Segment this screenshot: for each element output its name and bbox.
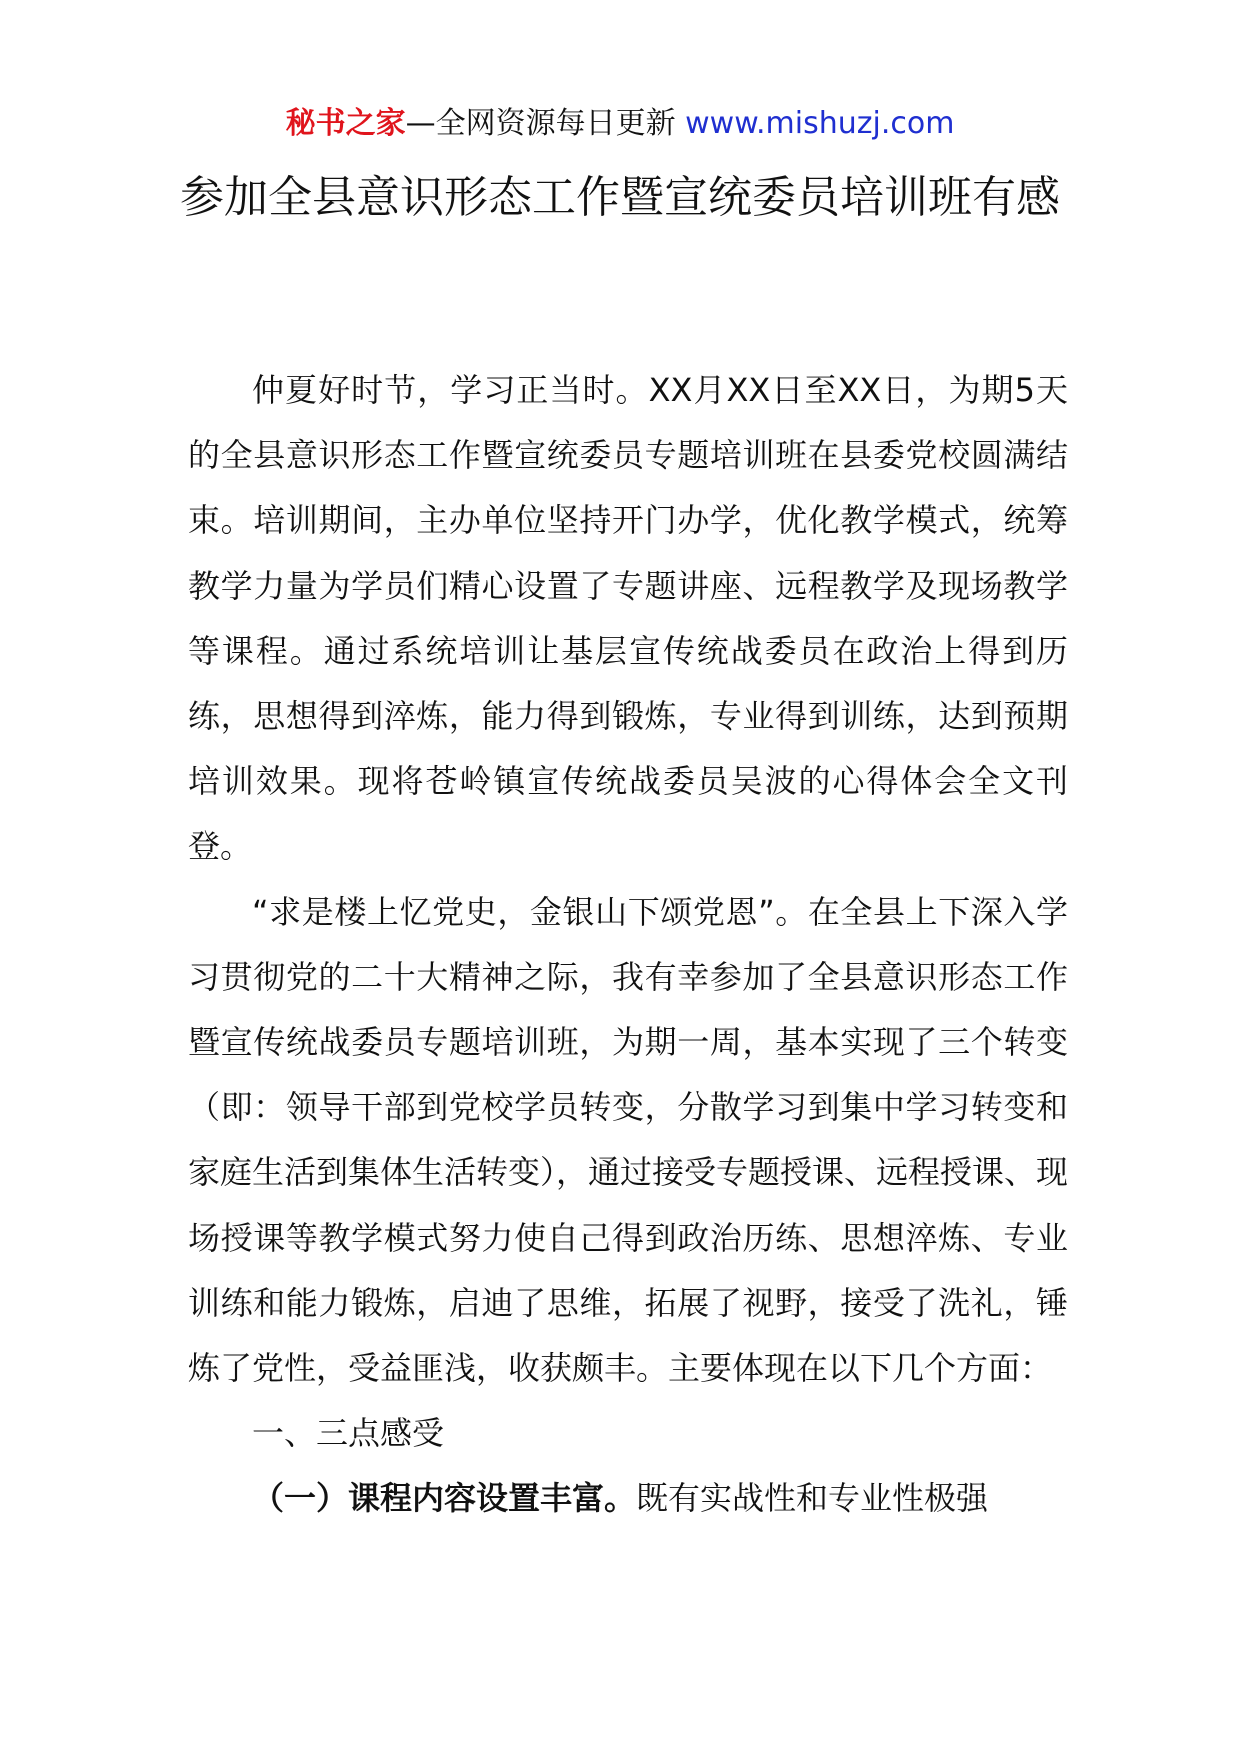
document-body <box>188 358 1068 1532</box>
watermark-tagline: —全网资源每日更新 <box>405 106 686 141</box>
paragraph-intro: 仲夏好时节，学习正当时。XX月XX日至XX日，为期5天的全县意识形态工作暨宣统委员专题培训班在县委党校圆满结束。培训期间，主办单位坚持开门办学，优化教学模式，统筹教学力量为学员们精心设置了专题讲座、远程教学及现场教学等课程。通过系统培训让基层宣传统战委员在政治上得到历练，思想得到淬炼，能力得到锻炼，专业得到训练，达到预期培训效果。现将苍岭镇宣传统战委员吴波的心得体会全文刊登。 <box>188 371 1068 866</box>
subsection-text: 既有实战性和专业性极强 <box>636 1479 989 1518</box>
paragraph-main: “求是楼上忆党史，金银山下颂党恩”。在全县上下深入学习贯彻党的二十大精神之际，我有幸参加了全县意识形态工作暨宣传统战委员专题培训班，为期一周，基本实现了三个转变（即：领导干部到党校学员转变，分散学习到集中学习转变和家庭生活到集体生活转变），通过接受专题授课、远程授课、现场授课等教学模式努力使自己得到政治历练、思想淬炼、专业训练和能力锻炼，启迪了思维，拓展了视野，接受了洗礼，锤炼了党性，受益匪浅，收获颇丰。主要体现在以下几个方面： <box>188 892 1069 1388</box>
watermark-brand: 秘书之家 <box>285 106 406 141</box>
document-title: 参加全县意识形态工作暨宣统委员培训班有感 <box>180 172 1060 223</box>
section-heading: 一、三点感受 <box>252 1414 445 1453</box>
subsection-lead: （一）课程内容设置丰富。 <box>252 1479 637 1518</box>
subsection-paragraph <box>188 1466 1068 1531</box>
watermark-url[interactable]: www.mishuzj.com <box>685 106 955 141</box>
watermark-header <box>0 104 1240 144</box>
